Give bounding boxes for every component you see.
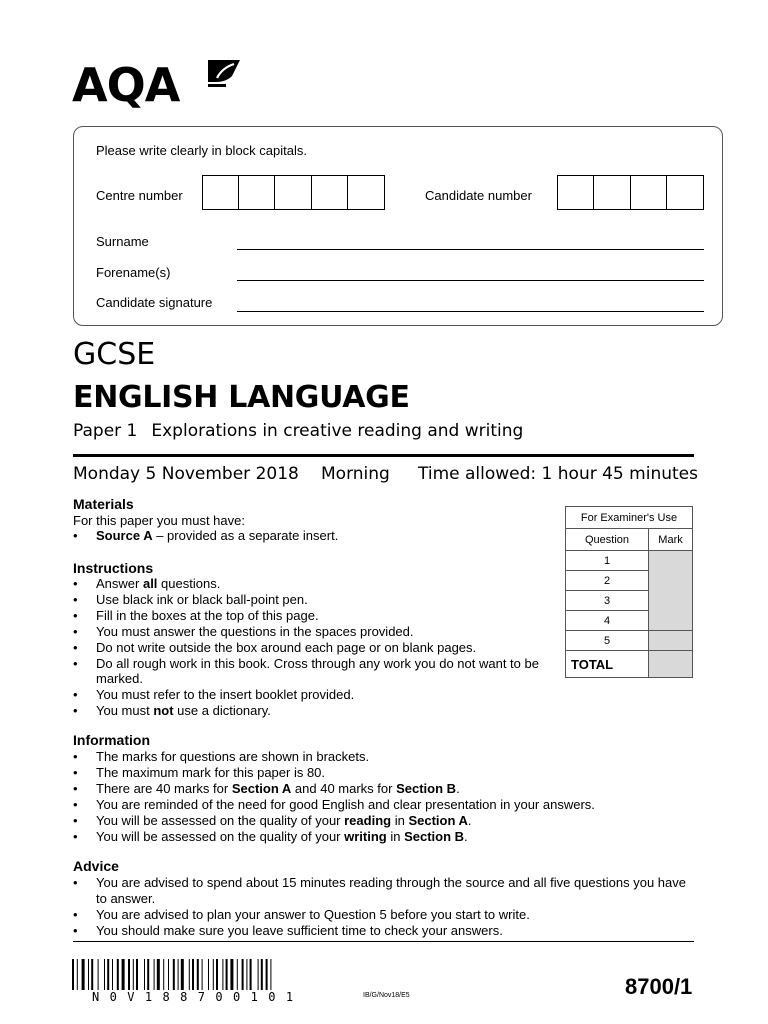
materials-list [73,528,553,544]
barcode-bar [270,959,271,990]
barcode-bar [250,959,252,990]
list-item: • You are advised to plan your answer to Question 5 before you start to write. [73,907,693,923]
list-item: • You are reminded of the need for good English and clear presentation in your answers. [73,797,673,813]
list-item: • There are 40 marks for Section A and 40 marks for Section B. [73,781,673,797]
advice-list [73,875,693,939]
list-item: • You must not use a dictionary. [73,703,553,719]
barcode-bar [178,959,179,990]
centre-number-cell[interactable] [275,176,311,209]
centre-number-label: Centre number [96,188,183,203]
logo-text: AQA [72,58,180,112]
list-item: • You are advised to spend about 15 minutes reading through the source and all five questions you have to answer. [73,875,693,907]
list-item: • Use black ink or black ball-point pen. [73,592,553,608]
barcode-number: N0V188700101 [92,990,304,1004]
mark-cell [649,551,693,631]
barcode-bar [197,959,199,990]
centre-number-boxes[interactable] [202,175,385,210]
barcode-bar [181,959,184,990]
barcode-bar [242,959,244,990]
aqa-leaf-icon [204,56,242,88]
barcode-bar [136,959,138,990]
candidate-number-boxes[interactable] [557,175,704,210]
title-divider [73,454,694,457]
list-item: • The marks for questions are shown in brackets. [73,749,673,765]
barcode-bar [144,959,145,990]
barcode-bar [189,959,190,990]
candidate-number-label: Candidate number [425,188,532,203]
centre-number-cell[interactable] [348,176,384,209]
barcode-bar [104,959,105,990]
qualification-level: GCSE [73,337,156,372]
question-number: 4 [566,611,649,631]
barcode-bar [98,959,99,990]
centre-number-cell[interactable] [239,176,275,209]
barcode-bar [230,959,233,990]
barcode-bar [157,959,160,990]
forename-label: Forename(s) [96,265,171,280]
aqa-logo [72,56,242,112]
information-heading: Information [73,732,150,748]
advice-heading: Advice [73,858,119,874]
paper-code: 8700/1 [625,974,693,999]
candidate-number-cell[interactable] [667,176,703,209]
list-item: • Source A – provided as a separate insert. [73,528,553,544]
question-column-header: Question [566,529,649,551]
signature-line[interactable] [237,311,704,312]
barcode-bar [216,959,218,990]
list-item: • Do not write outside the box around each page or on blank pages. [73,640,553,656]
list-item: • You must refer to the insert booklet provided. [73,687,553,703]
document-reference: IB/G/Nov18/E5 [363,992,410,999]
barcode-bar [72,959,74,990]
question-number: 5 [566,631,649,651]
list-item: • You will be assessed on the quality of your writing in Section B. [73,829,673,845]
total-label: TOTAL [566,651,649,678]
list-item: • Fill in the boxes at the top of this page. [73,608,553,624]
forename-line[interactable] [237,280,704,281]
mark-column-header: Mark [649,529,693,551]
barcode-bar [192,959,194,990]
barcode-bar [117,959,119,990]
barcode-bar [168,959,169,990]
candidate-details-box [73,126,723,326]
candidate-number-cell[interactable] [631,176,667,209]
instructions-list [73,576,553,719]
exam-session: Morning [321,464,390,484]
barcode-bar [133,959,134,990]
barcode-bar [266,959,268,990]
question-number: 1 [566,551,649,571]
barcode-bar [88,959,89,990]
barcode-bar [77,959,78,990]
barcode-bar [261,959,263,990]
question-number: 2 [566,571,649,591]
barcode-bar [173,959,175,990]
list-item: • The maximum mark for this paper is 80. [73,765,673,781]
paper-title [73,421,523,441]
materials-intro: For this paper you must have: [73,513,245,528]
list-item: • You must answer the questions in the spaces provided. [73,624,553,640]
barcode-bar [128,959,130,990]
barcode-bar [208,959,209,990]
paper-number: Paper 1 [73,421,138,441]
surname-label: Surname [96,234,149,249]
mark-cell [649,631,693,651]
barcode-bar [147,959,149,990]
list-item: • Do all rough work in this book. Cross through any work you do not want to be marked. [73,656,553,688]
centre-number-cell[interactable] [312,176,348,209]
barcode-bar [107,959,109,990]
signature-label: Candidate signature [96,295,213,310]
exam-date: Monday 5 November 2018 [73,464,299,484]
candidate-number-cell[interactable] [558,176,594,209]
list-item: • You should make sure you leave sufficient time to check your answers. [73,923,693,939]
barcode-bar [213,959,214,990]
barcode-bar [122,959,125,990]
barcode-bar [258,959,259,990]
paper-name: Explorations in creative reading and writing [151,421,524,441]
barcode [72,959,317,990]
examiner-table-title: For Examiner's Use [566,507,693,529]
list-item: • Answer all questions. [73,576,553,592]
barcode-bar [112,959,113,990]
centre-number-cell[interactable] [203,176,239,209]
examiner-use-table [565,506,693,678]
materials-heading: Materials [73,496,134,512]
footer-divider [73,941,694,942]
barcode-bar [246,959,247,990]
instructions-heading: Instructions [73,560,154,576]
barcode-bar [154,959,155,990]
barcode-bar [237,959,238,990]
barcode-bar [163,959,164,990]
question-number: 3 [566,591,649,611]
time-allowed: Time allowed: 1 hour 45 minutes [418,464,698,484]
total-mark-cell [649,651,693,678]
barcode-bar [202,959,203,990]
barcode-bar [222,959,223,990]
barcode-bar [226,959,228,990]
list-item: • You will be assessed on the quality of your reading in Section A. [73,813,673,829]
barcode-bar [82,959,85,990]
block-capitals-instruction: Please write clearly in block capitals. [96,143,307,158]
surname-line[interactable] [237,249,704,250]
subject-title: ENGLISH LANGUAGE [73,380,410,415]
candidate-number-cell[interactable] [594,176,630,209]
barcode-bar [91,959,93,990]
information-list [73,749,673,844]
